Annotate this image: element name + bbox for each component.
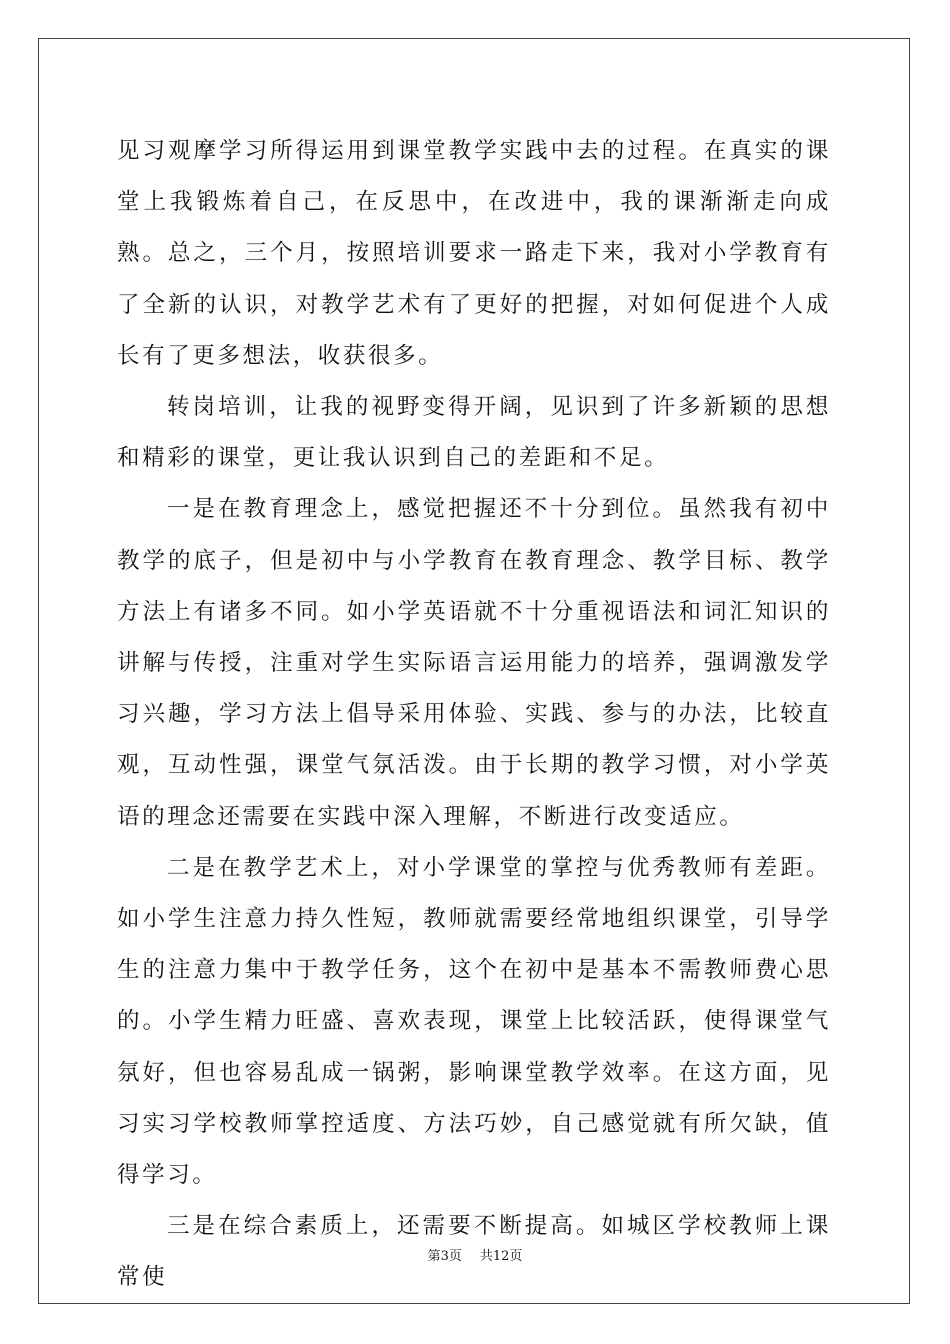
paragraph: 转岗培训，让我的视野变得开阔，见识到了许多新颖的思想和精彩的课堂，更让我认识到自己的差距和不足。 xyxy=(117,394,831,472)
page-number: 第3页 xyxy=(427,1249,462,1264)
paragraph: 三是在综合素质上，还需要不断提高。如城区学校教师上课常使 xyxy=(117,1213,831,1291)
paragraph: 一是在教育理念上，感觉把握还不十分到位。虽然我有初中教学的底子，但是初中与小学教育在教育理念、教学目标、教学方法上有诸多不同。如小学英语就不十分重视语法和词汇知识的讲解与传授，注重对学生实际语言运用能力的培养，强调激发学习兴趣，学习方法上倡导采用体验、实践、参与的办法，比较直观，互动性强，课堂气氛活泼。由于长期的教学习惯，对小学英语的理念还需要在实践中深入理解，不断进行改变适应。 xyxy=(117,496,831,830)
page-footer xyxy=(0,1248,950,1266)
total-pages: 共12页 xyxy=(479,1249,523,1264)
paragraph: 二是在教学艺术上，对小学课堂的掌控与优秀教师有差距。如小学生注意力持久性短，教师就需要经常地组织课堂，引导学生的注意力集中于教学任务，这个在初中是基本不需教师费心思的。小学生精力旺盛、喜欢表现，课堂上比较活跃，使得课堂气氛好，但也容易乱成一锅粥，影响课堂教学效率。在这方面，见习实习学校教师掌控适度、方法巧妙，自己感觉就有所欠缺，值得学习。 xyxy=(117,854,831,1189)
paragraph-continued: 见习观摩学习所得运用到课堂教学实践中去的过程。在真实的课堂上我锻炼着自己，在反思中，在改进中，我的课渐渐走向成熟。总之，三个月，按照培训要求一路走下来，我对小学教育有了全新的认识，对教学艺术有了更好的把握，对如何促进个人成长有了更多想法，收获很多。 xyxy=(117,138,831,369)
document-body xyxy=(117,126,831,1304)
